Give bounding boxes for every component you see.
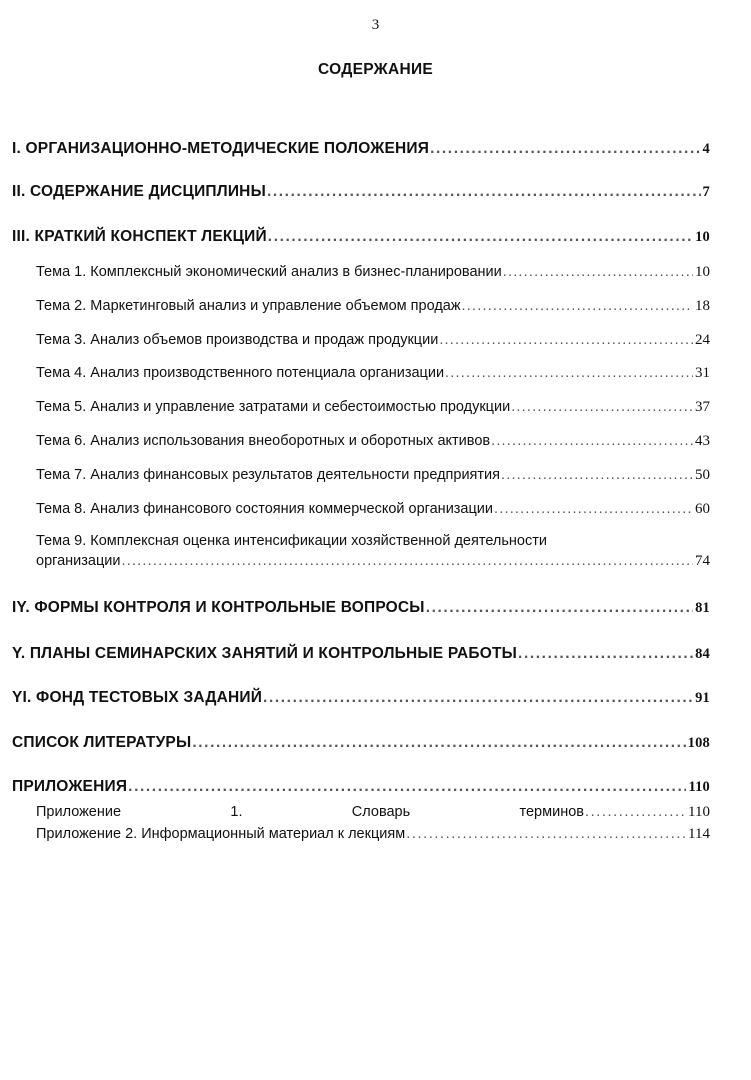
toc-entry-title: YI. ФОНД ТЕСТОВЫХ ЗАДАНИЙ <box>12 689 263 706</box>
dot-leader <box>511 399 693 415</box>
toc-entry-chapter-2[interactable] <box>12 183 710 201</box>
dot-leader <box>406 826 686 842</box>
dot-leader <box>462 298 693 314</box>
toc-entry-topic[interactable] <box>36 298 710 315</box>
toc-entry-chapter-4[interactable] <box>12 599 710 617</box>
toc-entry-topic[interactable] <box>36 433 710 450</box>
toc-entry-page: 43 <box>695 433 710 449</box>
toc-entry-page: 18 <box>695 298 710 314</box>
appendix-label: Приложение <box>36 804 122 820</box>
toc-entry-appendix-2[interactable] <box>36 826 710 843</box>
dot-leader <box>268 228 693 246</box>
page-number: 3 <box>371 17 380 33</box>
dot-leader <box>263 689 693 707</box>
toc-entry-topic[interactable] <box>36 501 710 518</box>
dot-leader <box>430 140 700 158</box>
appendix-word: терминов <box>519 804 584 820</box>
toc-entry-title: Тема 5. Анализ и управление затратами и себестоимостью продукции <box>36 399 511 415</box>
toc-entry-page: 60 <box>695 501 710 517</box>
toc-entry-page: 114 <box>688 826 710 842</box>
toc-entry-appendices[interactable] <box>12 778 710 796</box>
toc-entry-title: Тема 9. Комплексная оценка интенсификации хозяйственной деятельности <box>36 533 547 549</box>
toc-entry-title: Тема 3. Анализ объемов производства и продаж продукции <box>36 332 439 348</box>
toc-entry-title: Y. ПЛАНЫ СЕМИНАРСКИХ ЗАНЯТИЙ И КОНТРОЛЬНЫЕ РАБОТЫ <box>12 645 518 662</box>
toc-entry-title: Тема 4. Анализ производственного потенциала организации <box>36 365 445 381</box>
toc-entry-chapter-1[interactable] <box>12 140 710 158</box>
toc-entry-title: II. СОДЕРЖАНИЕ ДИСЦИПЛИНЫ <box>12 183 266 200</box>
toc-entry-page: 10 <box>695 229 710 245</box>
toc-entry-page: 84 <box>695 646 710 662</box>
toc-entry-page: 81 <box>695 600 710 616</box>
dot-leader <box>128 778 686 796</box>
toc-entry-page: 91 <box>695 690 710 706</box>
dot-leader <box>585 804 686 820</box>
toc-entry-literature[interactable] <box>12 734 710 752</box>
toc-entry-page: 110 <box>688 804 710 820</box>
dot-leader <box>122 553 694 569</box>
toc-entry-chapter-3[interactable] <box>12 228 710 246</box>
dot-leader <box>503 264 693 280</box>
toc-entry-topic[interactable] <box>36 467 710 484</box>
toc-entry-title: Тема 7. Анализ финансовых результатов деятельности предприятия <box>36 467 500 483</box>
toc-entry-title: IY. ФОРМЫ КОНТРОЛЯ И КОНТРОЛЬНЫЕ ВОПРОСЫ <box>12 599 425 616</box>
toc-entry-topic[interactable] <box>36 332 710 349</box>
toc-entry-chapter-5[interactable] <box>12 645 710 663</box>
appendix-number: 1. <box>230 804 243 820</box>
toc-entry-page: 50 <box>695 467 710 483</box>
toc-entry-title: Приложение 2. Информационный материал к лекциям <box>36 826 406 842</box>
dot-leader <box>491 433 693 449</box>
toc-entry-appendix-1[interactable] <box>36 804 710 821</box>
toc-entry-page: 4 <box>702 141 710 157</box>
toc-entry-page: 31 <box>695 365 710 381</box>
dot-leader <box>494 501 693 517</box>
toc-entry-chapter-6[interactable] <box>12 689 710 707</box>
toc-entry-title: Тема 2. Маркетинговый анализ и управление объемом продаж <box>36 298 461 314</box>
toc-entry-page: 37 <box>695 399 710 415</box>
dot-leader <box>501 467 693 483</box>
toc-entry-topic[interactable] <box>36 264 710 281</box>
toc-entry-page: 110 <box>688 779 710 795</box>
toc-entry-topic[interactable] <box>36 365 710 382</box>
dot-leader <box>192 734 685 752</box>
toc-entry-topic[interactable] <box>36 399 710 416</box>
dot-leader <box>445 365 693 381</box>
toc-entry-page: 10 <box>695 264 710 280</box>
toc-entry-page: 108 <box>687 735 710 751</box>
toc-entry-page: 74 <box>695 553 710 569</box>
toc-entry-title: III. КРАТКИЙ КОНСПЕКТ ЛЕКЦИЙ <box>12 228 267 245</box>
toc-entry-title: Тема 1. Комплексный экономический анализ в бизнес-планировании <box>36 264 502 280</box>
toc-entry-title: I. ОРГАНИЗАЦИОННО-МЕТОДИЧЕСКИЕ ПОЛОЖЕНИЯ <box>12 140 430 157</box>
toc-entry-page: 24 <box>695 332 710 348</box>
page-title: СОДЕРЖАНИЕ <box>317 61 434 78</box>
appendix-word: Словарь <box>351 804 411 820</box>
dot-leader <box>439 332 693 348</box>
toc-entry-title: СПИСОК ЛИТЕРАТУРЫ <box>12 734 192 751</box>
dot-leader <box>518 645 693 663</box>
toc-entry-topic-9[interactable] <box>36 533 710 570</box>
toc-entry-page: 7 <box>702 184 710 200</box>
dot-leader <box>426 599 693 617</box>
toc-entry-title: Тема 8. Анализ финансового состояния коммерческой организации <box>36 501 494 517</box>
toc-entry-title-continuation: организации <box>36 553 121 569</box>
toc-entry-title: ПРИЛОЖЕНИЯ <box>12 778 128 795</box>
toc-entry-title <box>36 804 584 820</box>
dot-leader <box>267 183 701 201</box>
toc-entry-title: Тема 6. Анализ использования внеоборотных и оборотных активов <box>36 433 491 449</box>
